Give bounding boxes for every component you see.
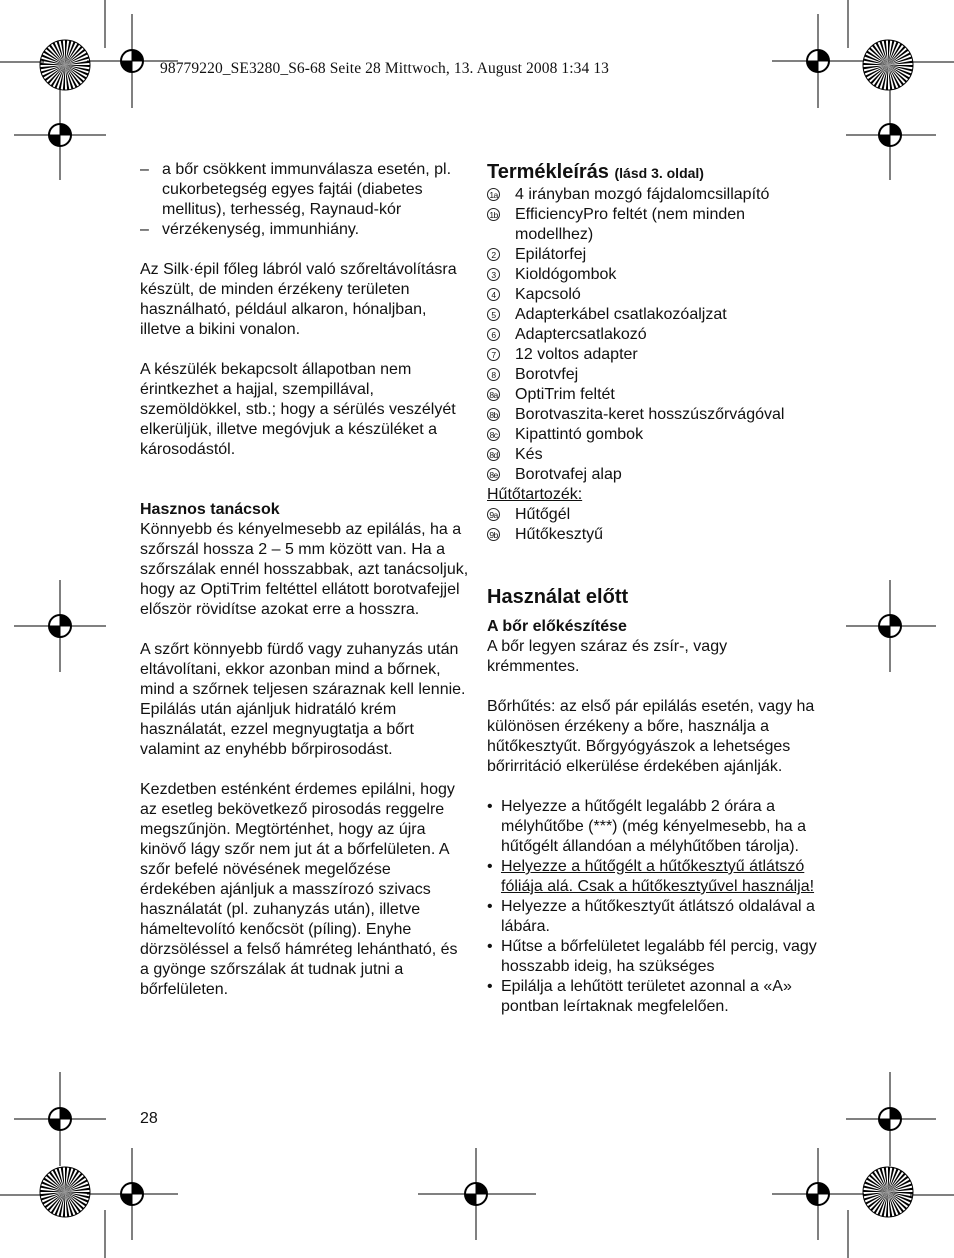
- tips-paragraph: A szőrt könnyebb fürdő vagy zuhanyzás után eltávolítani, ekkor azonban mind a bőrnek, mind a szőrnek teljesen száraznak kell lennie.: [140, 641, 466, 698]
- product-description-heading: [487, 160, 817, 185]
- part-number-badge: 3: [487, 268, 500, 281]
- instruction-item: [487, 897, 817, 937]
- part-label: 12 voltos adapter: [515, 346, 638, 363]
- starburst-target-icon: [40, 1167, 90, 1217]
- part-label: Kés: [515, 446, 543, 463]
- part-item: [487, 205, 817, 245]
- instruction-list: [487, 797, 817, 1017]
- right-column: [487, 160, 817, 1017]
- part-label: Adaptercsatlakozó: [515, 326, 647, 343]
- part-label: Epilátorfej: [515, 246, 587, 263]
- instruction-text: Epilálja a lehűtött területet azonnal a «A» pontban leírtaknak megfelelően.: [501, 978, 792, 1015]
- print-slug-header: 98779220_SE3280_S6-68 Seite 28 Mittwoch, 13. August 2008 1:34 13: [160, 60, 610, 77]
- part-item: [487, 425, 817, 445]
- part-label: Borotvaszita-keret hosszúszőrvágóval: [515, 406, 785, 423]
- instruction-item: [487, 937, 817, 977]
- part-label: Borotvafej alap: [515, 466, 622, 483]
- part-number-badge: 8b: [487, 408, 500, 421]
- instruction-item: [487, 857, 817, 897]
- part-number-badge: 5: [487, 308, 500, 321]
- accessories-list: [487, 505, 817, 545]
- bullet-marker: •: [487, 798, 493, 815]
- part-number-badge: 1b: [487, 208, 500, 221]
- page-reference: (lásd 3. oldal): [614, 165, 704, 181]
- part-item: [487, 305, 817, 325]
- section-title: Termékleírás: [487, 161, 609, 183]
- part-number-badge: 8a: [487, 388, 500, 401]
- part-label: OptiTrim feltét: [515, 386, 615, 403]
- starburst-target-icon: [863, 1167, 913, 1217]
- bullet-marker: •: [487, 938, 493, 955]
- instruction-text: Hűtse a bőrfelületet legalább fél percig, vagy hosszabb ideig, ha szükséges: [501, 938, 817, 975]
- instruction-item: [487, 797, 817, 857]
- part-item: [487, 505, 817, 525]
- part-number-badge: 2: [487, 248, 500, 261]
- part-item: [487, 345, 817, 365]
- part-number-badge: 8e: [487, 468, 500, 481]
- tips-paragraph: Könnyebb és kényelmesebb az epilálás, ha a szőrszál hossza 2 – 5 mm között van. Ha a szőrszálak ennél hosszabbak, azt tanácsoljuk, hogy az OptiTrim feltéttel ellátott borotvafejjel először rövidítse azokat erre a hosszra.: [140, 521, 469, 618]
- part-item: [487, 385, 817, 405]
- part-item: [487, 185, 817, 205]
- tips-paragraph: Kezdetben esténként érdemes epilálni, hogy az esetleg bekövetkező pirosodás reggelre megszűnjön. Megtörténhet, hogy az újra kinövő lágy szőr nem jut át a bőrfelületen. A szőr befelé növésének megelőzése érdekében ajánljuk a masszírozó szivacs használatát (pl. zuhanyzás után), illetve hámeltevolító kenőcsöt (píling). Enyhe dörzsöléssel a felső hámréteg lehántható, és a gyönge szőrszálak át tudnak jutni a bőrfelületen.: [140, 781, 458, 998]
- part-number-badge: 9a: [487, 508, 500, 521]
- skin-prep-heading: A bőr előkészítése: [487, 618, 627, 635]
- bullet-marker: •: [487, 898, 493, 915]
- skin-prep-paragraph: A bőr legyen száraz és zsír-, vagy krémmentes.: [487, 638, 728, 675]
- part-number-badge: 1a: [487, 188, 500, 201]
- part-number-badge: 8: [487, 368, 500, 381]
- part-label: Kioldógombok: [515, 266, 617, 283]
- part-number-badge: 7: [487, 348, 500, 361]
- part-number-badge: 8c: [487, 428, 500, 441]
- part-item: [487, 285, 817, 305]
- part-label: Kapcsoló: [515, 286, 581, 303]
- part-item: [487, 365, 817, 385]
- bullet-marker: •: [487, 858, 493, 875]
- part-item: [487, 245, 817, 265]
- part-label: Hűtőkesztyű: [515, 526, 604, 543]
- starburst-target-icon: [40, 40, 90, 90]
- tips-paragraph: Epilálás után ajánljuk hidratáló krém használatát, ezzel megnyugtatja a bőrt valamint az enyhébb bőrpirosodást.: [140, 701, 414, 758]
- part-number-badge: 6: [487, 328, 500, 341]
- starburst-target-icon: [863, 40, 913, 90]
- part-label: Kipattintó gombok: [515, 426, 644, 443]
- accessories-label: Hűtőtartozék:: [487, 486, 583, 503]
- part-label: Adapterkábel csatlakozóaljzat: [515, 306, 727, 323]
- instruction-text: Helyezze a hűtőgélt legalább 2 órára a mélyhűtőbe (***) (még kényelmesebb, ha a hűtőgélt állandóan a mélyhűtőben tárolja).: [501, 798, 807, 855]
- part-number-badge: 8d: [487, 448, 500, 461]
- before-use-heading: Használat előtt: [487, 586, 629, 608]
- part-label: Hűtőgél: [515, 506, 571, 523]
- parts-list: [487, 185, 817, 485]
- contraindication-text: a bőr csökkent immunválasza esetén, pl. cukorbetegség egyes fajtái (diabetes mellitus), terhesség, Raynaud-kór: [162, 161, 452, 218]
- part-item: [487, 445, 817, 465]
- part-item: [487, 465, 817, 485]
- contraindication-item: [140, 220, 470, 240]
- part-label: EfficiencyPro feltét (nem minden modellhez): [515, 206, 746, 243]
- part-label: 4 irányban mozgó fájdalomcsillapító: [515, 186, 770, 203]
- instruction-item: [487, 977, 817, 1017]
- part-number-badge: 9b: [487, 528, 500, 541]
- safety-paragraph: A készülék bekapcsolt állapotban nem érintkezhet a hajjal, szempillával, szemöldökkel, stb.; hogy a sérülés veszélyét elkerüljük, illetve megóvjuk a készüléket a károsodástól.: [140, 361, 456, 458]
- part-item: [487, 405, 817, 425]
- part-item: [487, 525, 817, 545]
- instruction-text: Helyezze a hűtőkesztyűt átlátszó oldalával a lábára.: [501, 898, 815, 935]
- part-label: Borotvfej: [515, 366, 579, 383]
- dash-marker: –: [140, 221, 149, 238]
- contraindication-text: vérzékenység, immunhiány.: [162, 221, 360, 238]
- instruction-text: Helyezze a hűtőgélt a hűtőkesztyű átlátszó fóliája alá. Csak a hűtőkesztyűvel használja!: [501, 858, 815, 895]
- part-item: [487, 265, 817, 285]
- page-number: 28: [140, 1110, 158, 1127]
- cooling-paragraph: Bőrhűtés: az első pár epilálás esetén, vagy ha különösen érzékeny a bőre, használja a hűtőkesztyűt. Bőrgyógyászok a lehetséges bőrirritáció elkerülése érdekében ajánlják.: [487, 698, 815, 775]
- contraindication-item: [140, 160, 470, 220]
- usage-area-paragraph: Az Silk·épil főleg lábról való szőreltávolításra készült, de minden érzékeny területen használható, például alkaron, hónaljban, illetve a bikini vonalon.: [140, 261, 457, 338]
- dash-marker: –: [140, 161, 149, 178]
- part-number-badge: 4: [487, 288, 500, 301]
- part-item: [487, 325, 817, 345]
- left-column: [140, 160, 470, 1000]
- tips-heading: Hasznos tanácsok: [140, 501, 280, 518]
- bullet-marker: •: [487, 978, 493, 995]
